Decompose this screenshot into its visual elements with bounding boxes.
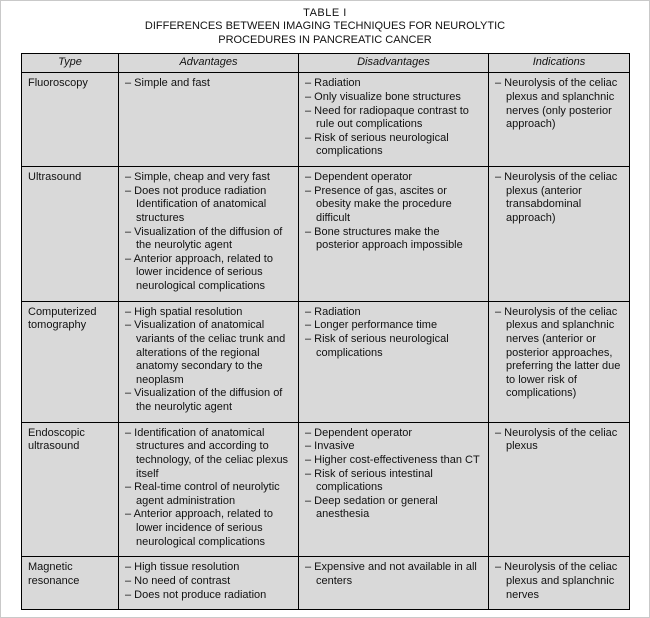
list-item: – Risk of serious neurological complications: [305, 332, 449, 359]
header-row: [22, 53, 630, 73]
disadvantages-cell: [299, 422, 489, 557]
list-item: – Radiation: [305, 305, 361, 318]
list-item: – Real-time control of neurolytic agent administration: [125, 481, 280, 507]
disadvantages-cell: [299, 73, 489, 167]
list-item: – Only visualize bone structures: [305, 90, 461, 103]
table-caption: DIFFERENCES BETWEEN IMAGING TECHNIQUES FOR NEUROLYTIC PROCEDURES IN PANCREATIC CANCER: [144, 20, 506, 46]
type-cell: Ultrasound: [22, 167, 119, 302]
list-item: – Risk of serious intestinal complications: [305, 467, 433, 494]
table-row: [22, 73, 630, 167]
list-item: – Visualization of the diffusion of the neurolytic agent: [125, 387, 283, 414]
table-title-block: [21, 7, 629, 48]
table-row: [22, 301, 630, 422]
column-header-indications: Indications: [489, 53, 630, 73]
column-header-disadvantages: Disadvantages: [299, 53, 489, 73]
column-header-advantages: Advantages: [119, 53, 299, 73]
list-item: – Neurolysis of the celiac plexus (anterior transabdominal approach): [495, 171, 618, 224]
list-item: – Visualization of the diffusion of the neurolytic agent: [125, 225, 283, 252]
list-item: – Does not produce radiation: [125, 588, 267, 601]
list-item: – Risk of serious neurological complications: [305, 131, 449, 158]
list-item: – Deep sedation or general anesthesia: [305, 494, 438, 521]
list-item: – Does not produce radiation: [125, 184, 267, 197]
list-item: – Anterior approach, related to lower incidence of serious neurological complications: [125, 252, 273, 293]
list-item: – Expensive and not available in all centers: [305, 561, 477, 587]
table-number-label: TABLE I: [303, 7, 347, 19]
type-cell: Fluoroscopy: [22, 73, 119, 167]
list-item: – Higher cost-effectiveness than CT: [305, 453, 480, 466]
table-row: [22, 557, 630, 610]
list-item: – Anterior approach, related to lower incidence of serious neurological complications: [125, 508, 273, 548]
indications-cell: [489, 422, 630, 557]
column-header-type: Type: [22, 53, 119, 73]
advantages-cell: [119, 301, 299, 422]
list-item: – Radiation: [305, 77, 361, 90]
disadvantages-cell: [299, 557, 489, 610]
advantages-cell: [119, 557, 299, 610]
list-item: – Invasive: [305, 440, 355, 453]
list-item: – No need of contrast: [125, 574, 231, 587]
advantages-cell: [119, 167, 299, 302]
list-item: – Need for radiopaque contrast to rule out complications: [305, 104, 469, 131]
list-item: – High spatial resolution: [125, 305, 243, 318]
list-item: – Dependent operator: [305, 426, 413, 439]
list-item: – Presence of gas, ascites or obesity make the procedure difficult: [305, 184, 452, 224]
list-item: – Bone structures make the posterior approach impossible: [305, 225, 463, 252]
advantages-cell: [119, 422, 299, 557]
indications-cell: [489, 301, 630, 422]
list-item: – Neurolysis of the celiac plexus and splanchnic nerves (anterior or posterior approaches, preferring the latter due to lower risk of complications): [495, 305, 621, 400]
type-cell: Magnetic resonance: [22, 557, 119, 610]
type-cell: Computerized tomography: [22, 301, 119, 422]
list-item: – Simple, cheap and very fast: [125, 171, 270, 184]
disadvantages-cell: [299, 301, 489, 422]
list-item: – Identification of anatomical structures and according to technology, of the celiac plexus itself: [125, 426, 289, 480]
disadvantages-cell: [299, 167, 489, 302]
table-body: [22, 73, 630, 610]
list-item: Identification of anatomical structures: [136, 198, 267, 224]
list-item: – Longer performance time: [305, 319, 438, 332]
list-item: – Neurolysis of the celiac plexus: [495, 426, 618, 453]
imaging-techniques-table: [21, 53, 630, 611]
list-item: – Neurolysis of the celiac plexus and splanchnic nerves: [495, 561, 618, 601]
table-row: [22, 167, 630, 302]
indications-cell: [489, 73, 630, 167]
list-item: – Neurolysis of the celiac plexus and splanchnic nerves (only posterior approach): [495, 77, 618, 131]
list-item: – High tissue resolution: [125, 561, 240, 574]
advantages-cell: [119, 73, 299, 167]
indications-cell: [489, 167, 630, 302]
list-item: – Dependent operator: [305, 171, 413, 184]
indications-cell: [489, 557, 630, 610]
table-row: [22, 422, 630, 557]
list-item: – Simple and fast: [125, 77, 210, 90]
list-item: – Visualization of anatomical variants of the celiac trunk and alterations of the regional anatomy secondary to the neoplasm: [125, 319, 286, 386]
type-cell: Endoscopic ultrasound: [22, 422, 119, 557]
